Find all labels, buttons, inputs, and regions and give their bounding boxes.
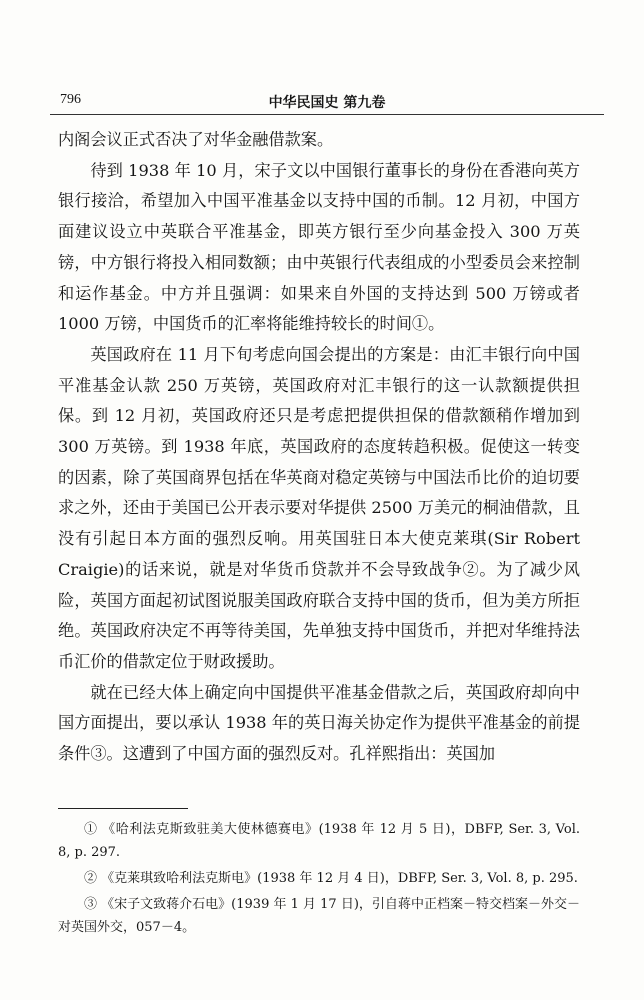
footnote: ③ 《宋子文致蒋介石电》(1939 年 1 月 17 日)，引自蒋中正档案－特交档案－外交－对英国外交，057－4。 <box>58 897 580 935</box>
footnotes <box>58 818 580 942</box>
paragraph: 待到 1938 年 10 月，宋子文以中国银行董事长的身份在香港向英方银行接洽，希望加入中国平准基金以支持中国的币制。12 月初，中国方面建议设立中英联合平准基金，即英方银行至少向基金投入 300 万英镑，中方银行将投入相同数额；由中英银行代表组成的小型委员会来控制和运作基金。中方并且强调：如果来自外国的支持达到 500 万镑或者 1000 万镑，中国货币的汇率将能维持较长的时间①。 <box>58 160 580 334</box>
running-title: 中华民国史 第九卷 <box>268 95 386 111</box>
page-number: 796 <box>60 92 81 107</box>
footnote: ① 《哈利法克斯致驻美大使林德赛电》(1938 年 12 月 5 日)，DBFP, Ser. 3, Vol. 8, p. 297. <box>58 822 580 860</box>
footnote-divider <box>58 808 188 809</box>
main-text <box>58 125 580 770</box>
paragraph-continued: 内阁会议正式否决了对华金融借款案。 <box>58 130 334 149</box>
paragraph: 就在已经大体上确定向中国提供平准基金借款之后，英国政府却向中国方面提出，要以承认 1938 年的英日海关协定作为提供平准基金的前提条件③。这遭到了中国方面的强烈反对。孔祥熙指出：英国加 <box>58 682 580 764</box>
paragraph: 英国政府在 11 月下旬考虑向国会提出的方案是：由汇丰银行向中国平准基金认款 250 万英镑，英国政府对汇丰银行的这一认款额提供担保。到 12 月初，英国政府还只是考虑把提供担保的借款额稍作增加到 300 万英镑。到 1938 年底，英国政府的态度转趋积极。促使这一转变的因素，除了英国商界包括在华英商对稳定英镑与中国法币比价的迫切要求之外，还由于美国已公开表示要对华提供 2500 万美元的桐油借款，且没有引起日本方面的强烈反响。用英国驻日本大使克莱琪(Sir Robert Craigie)的话来说，就是对华货币贷款并不会导致战争②。为了减少风险，英国方面起初试图说服美国政府联合支持中国的货币，但为美方所拒绝。英国政府决定不再等待美国，先单独支持中国货币，并把对华维持法币汇价的借款定位于财政援助。 <box>58 344 580 671</box>
running-header <box>50 92 604 115</box>
footnote: ② 《克莱琪致哈利法克斯电》(1938 年 12 月 4 日)，DBFP, Ser. 3, Vol. 8, p. 295. <box>84 871 578 886</box>
